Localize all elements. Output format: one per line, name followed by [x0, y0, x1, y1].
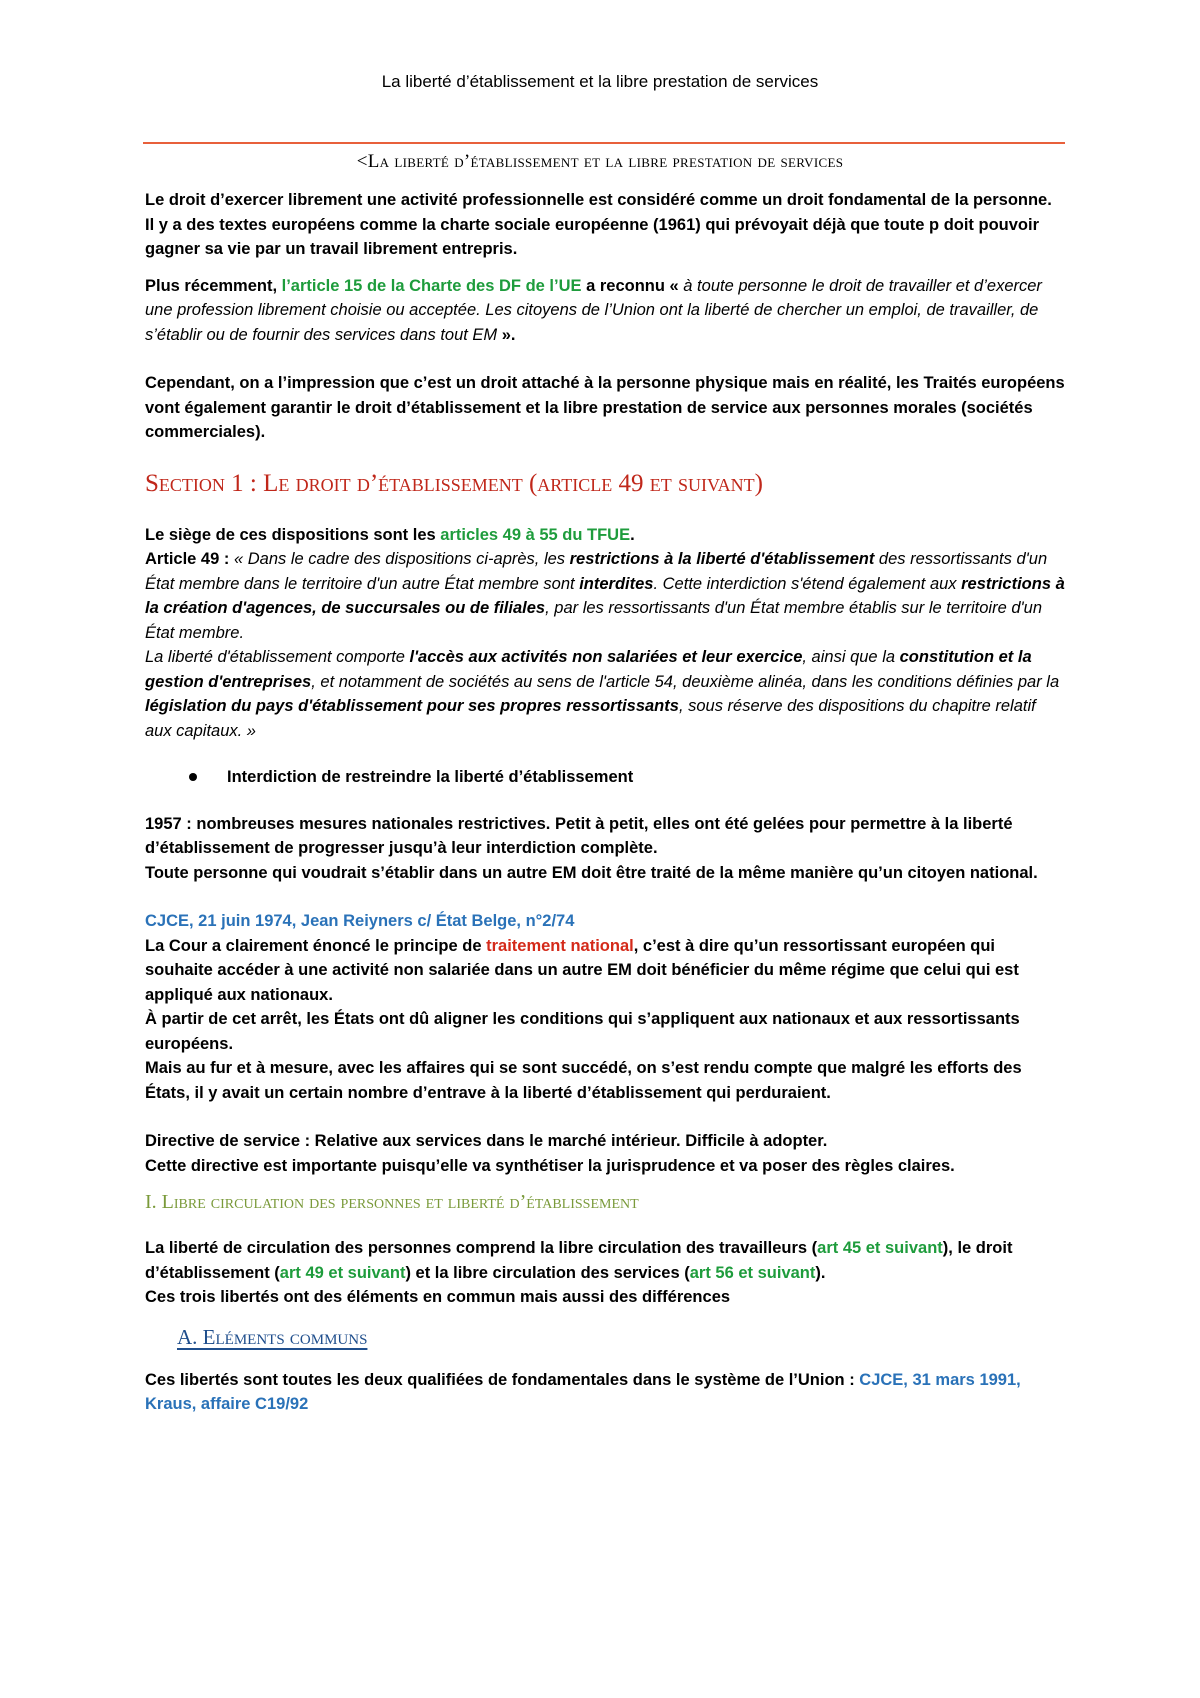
- art-49-reference: art 49 et suivant: [279, 1263, 406, 1282]
- paragraph-mais: Mais au fur et à mesure, avec les affaires qui se sont succédé, on s’est rendu compte que malgré les efforts des États, il y avait un certain nombre d’entrave à la liberté d’établissement qui perduraient.: [145, 1059, 1022, 1102]
- art49-q1: [145, 550, 1065, 642]
- article-49-quote-2: [145, 645, 1065, 743]
- art-56-reference: art 56 et suivant: [689, 1263, 816, 1282]
- lc-text-c: ) et la libre circulation des services (: [405, 1263, 690, 1282]
- lc-text-b: ), le droit d’établissement (: [145, 1239, 1013, 1282]
- bullet-text: Interdiction de restreindre la liberté d’établissement: [227, 768, 634, 786]
- art49-q5: [145, 648, 1059, 740]
- intro-p2-text-b: a reconnu «: [581, 276, 684, 295]
- art49-q3-text: . Cette interdiction s'étend également aux: [653, 574, 962, 593]
- art49-q3-bold: restrictions à la création d'agences, de succursales ou de filiales: [145, 574, 1065, 617]
- ces-text-a: Ces libertés sont toutes les deux qualifiées de fondamentales dans le système de l’Union :: [145, 1370, 860, 1389]
- art49-q7-text: , et notamment de sociétés au sens de l'article 54, deuxième alinéa, dans les conditions définies par la: [311, 672, 1060, 691]
- art49-q5-text: La liberté d'établissement comporte: [145, 648, 410, 666]
- paragraph-a-partir: À partir de cet arrêt, les États ont dû aligner les conditions qui s’appliquent aux nationaux et aux ressortissants européens.: [145, 1010, 1020, 1053]
- article-49-quote: [145, 547, 1065, 645]
- document-body: [145, 188, 1065, 1417]
- art49-q5-bold: l'accès aux activités non salariées et leur exercice: [409, 648, 803, 666]
- header-rule: [143, 142, 1065, 144]
- intro-paragraph-2: [145, 274, 1065, 348]
- page-header-title: La liberté d’établissement et la libre prestation de services: [381, 72, 819, 91]
- seat-text-b: .: [630, 525, 635, 544]
- tfue-articles-reference: articles 49 à 55 du TFUE: [440, 525, 631, 544]
- seat-paragraph: [145, 523, 1065, 548]
- paragraph-toute-personne: Toute personne qui voudrait s’établir dans un autre EM doit être traité de la même manière qu’un citoyen national.: [145, 863, 1038, 882]
- bullet-item: [177, 765, 1065, 790]
- lc-text-a: La liberté de circulation des personnes comprend la libre circulation des travailleurs (: [145, 1239, 818, 1257]
- document-title: [0, 151, 1200, 173]
- art49-q2-bold: interdites: [579, 574, 654, 593]
- traitement-national: traitement national: [486, 936, 634, 955]
- case-reyners: CJCE, 21 juin 1974, Jean Reiyners c/ État Belge, n°2/74: [145, 912, 575, 930]
- paragraph-trois-libertes: Ces trois libertés ont des éléments en commun mais aussi des différences: [145, 1288, 731, 1306]
- art49-q1-text: « Dans le cadre des dispositions ci-après, les: [233, 550, 570, 568]
- lc-text-d: ).: [815, 1263, 826, 1282]
- charter-article-reference: l’article 15 de la Charte des DF de l’UE: [281, 276, 582, 295]
- intro-paragraph-1: Le droit d’exercer librement une activité professionnelle est considéré comme un droit fondamental de la personne. Il y a des textes européens comme la charte sociale européenne (1961) qui prévoyait déjà que toute p doit pouvoir gagner sa vie par un travail librement entrepris.: [145, 191, 1052, 258]
- art-45-reference: art 45 et suivant: [817, 1239, 943, 1257]
- bullet-dot-icon: [189, 773, 197, 781]
- charter-quote: à toute personne le droit de travailler et d’exercer une profession librement choisie ou acceptée. Les citoyens de l’Union ont la liberté de chercher un emploi, de travailler, de s’établir ou de fournir des services dans tout EM: [145, 276, 1042, 344]
- art49-q6-bold: constitution et la gestion d'entreprises: [145, 648, 1032, 691]
- intro-p2-text-c: ».: [497, 325, 516, 344]
- art49-q1-bold: restrictions à la liberté d'établissement: [569, 550, 875, 568]
- case-kraus: CJCE, 31 mars 1991, Kraus, affaire C19/92: [145, 1370, 1021, 1413]
- paragraph-1957: 1957 : nombreuses mesures nationales restrictives. Petit à petit, elles ont été gelées pour permettre à la liberté d’établissement de progresser jusqu’à leur interdiction complète.: [145, 814, 1013, 857]
- cour-text-b: , c’est à dire qu’un ressortissant européen qui souhaite accéder à une activité non salariée dans un autre EM doit bénéficier du même régime que celui qui est appliqué aux nationaux.: [145, 936, 1019, 1004]
- paragraph-cette-directive: Cette directive est importante puisqu’elle va synthétiser la jurisprudence et va poser des règles claires.: [145, 1156, 955, 1175]
- section-I-heading: [145, 1188, 1065, 1216]
- intro-paragraph-3: Cependant, on a l’impression que c’est un droit attaché à la personne physique mais en réalité, les Traités européens vont également garantir le droit d’établissement et la libre prestation de service aux personnes morales (sociétés commerciales).: [145, 374, 1065, 441]
- seat-text-a: Le siège de ces dispositions sont les: [145, 525, 441, 544]
- section-1-heading-text: Section 1 : Le droit d’établissement (article 49 et suivant): [145, 469, 763, 497]
- intro-p2-text-a: Plus récemment,: [145, 276, 282, 295]
- paragraph-libre-circulation: [145, 1236, 1065, 1285]
- art49-q7-bold: législation du pays d'établissement pour ses propres ressortissants: [145, 697, 679, 715]
- paragraph-directive: Directive de service : Relative aux services dans le marché intérieur. Difficile à adopter.: [145, 1132, 828, 1150]
- art49-q4-text: , par les ressortissants d'un État membre établis sur le territoire d'un État membre.: [145, 599, 1043, 642]
- cour-text-a: La Cour a clairement énoncé le principe de: [145, 936, 487, 955]
- art49-q8-text: , sous réserve des dispositions du chapitre relatif aux capitaux. »: [145, 697, 1036, 740]
- paragraph-cour: [145, 934, 1065, 1008]
- article-49-label: Article 49 :: [145, 550, 234, 568]
- section-1-heading: [145, 467, 1065, 501]
- art49-q2-text: des ressortissants d'un État membre dans le territoire d'un autre État membre sont: [145, 550, 1048, 593]
- paragraph-ces-libertes: [145, 1368, 1065, 1417]
- section-A-heading: [177, 1322, 1065, 1352]
- section-A-heading-text: A. Eléments communs: [177, 1324, 368, 1349]
- art49-q6-text: , ainsi que la: [802, 648, 900, 666]
- document-title-text: <La liberté d’établissement et la libre prestation de services: [356, 151, 844, 172]
- section-I-heading-text: I. Libre circulation des personnes et liberté d’établissement: [145, 1191, 639, 1213]
